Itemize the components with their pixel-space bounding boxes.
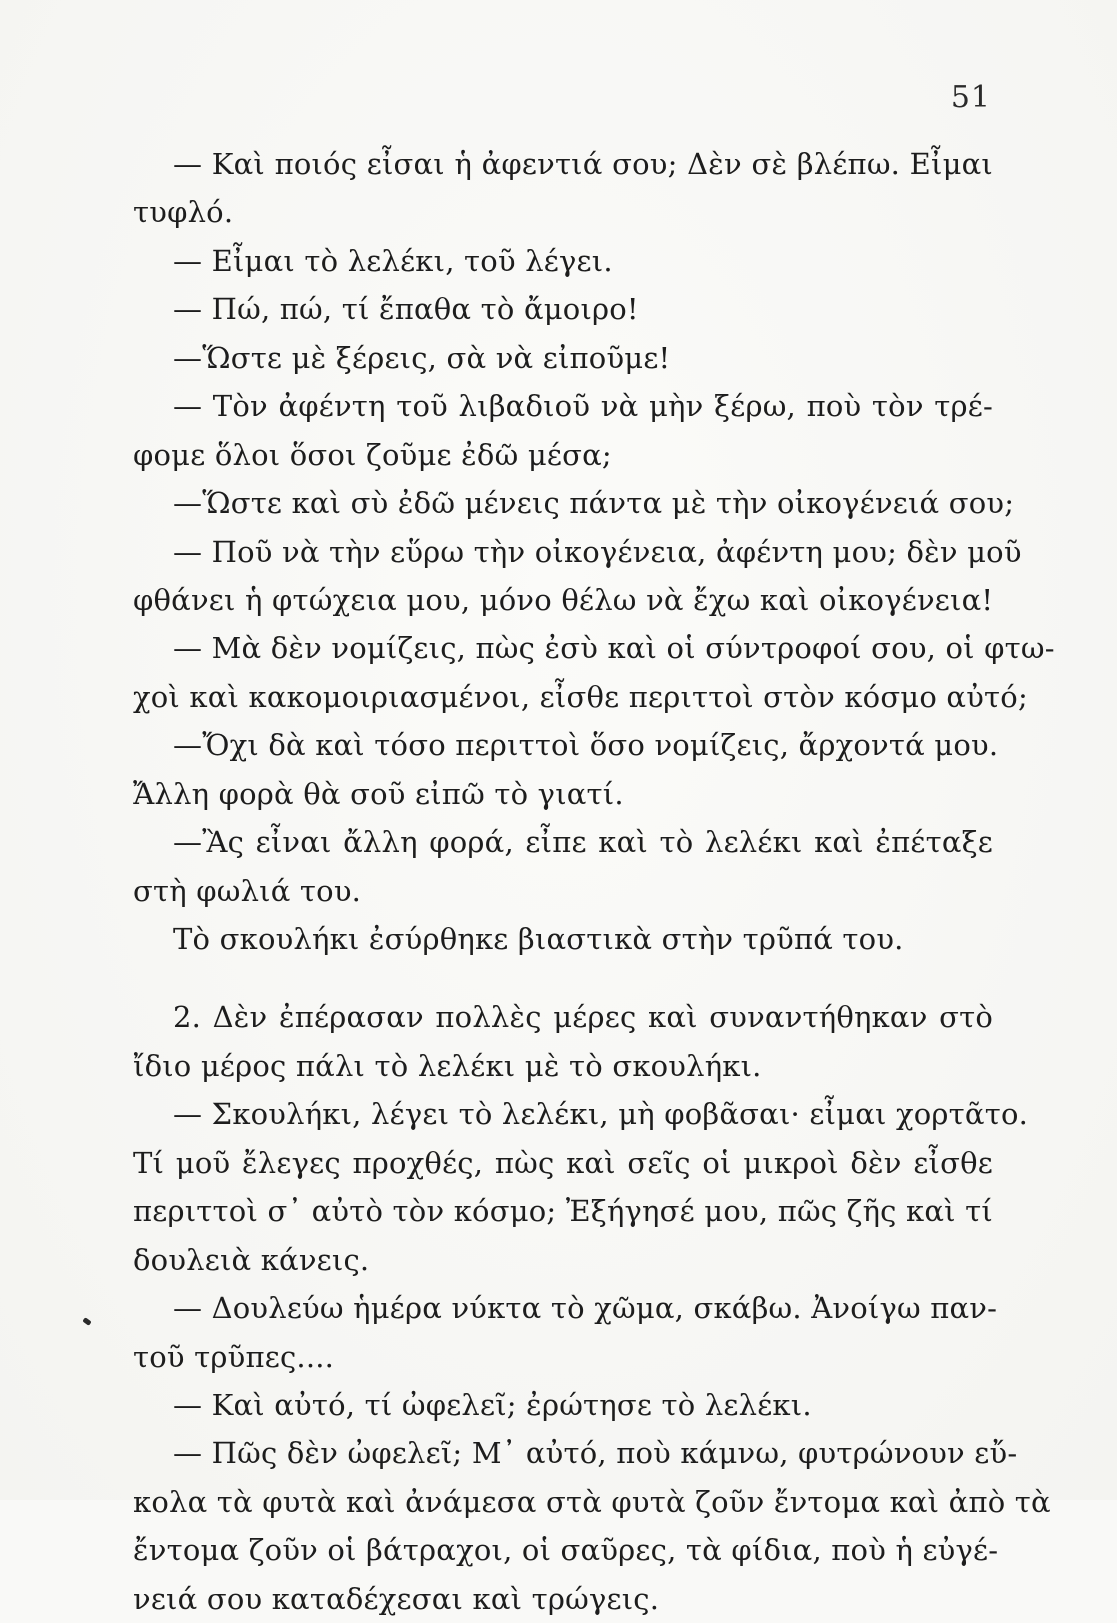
text-line: 2. Δὲν ἐπέρασαν πολλὲς μέρες καὶ συναντήθηκαν στὸ	[173, 1000, 993, 1035]
text-line: κολα τὰ φυτὰ καὶ ἀνάμεσα στὰ φυτὰ ζοῦν ἔντομα καὶ ἀπὸ τὰ	[133, 1484, 1051, 1519]
text-line: νειά σου καταδέχεσαι καὶ τρώγεις.	[133, 1581, 660, 1616]
text-line: τοῦ τρῦπες....	[133, 1339, 335, 1374]
stray-ink-mark	[82, 1317, 91, 1326]
text-line: φθάνει ἡ φτώχεια μου, μόνο θέλω νὰ ἔχω καὶ οἰκογένεια!	[133, 582, 994, 617]
text-line: —Ἂς εἶναι ἄλλη φορά, εἶπε καὶ τὸ λελέκι καὶ ἐπέταξε	[173, 825, 993, 860]
text-line: φομε ὅλοι ὅσοι ζοῦμε ἐδῶ μέσα;	[133, 437, 612, 472]
text-line: Τί μοῦ ἔλεγες προχθές, πὼς καὶ σεῖς οἱ μικροὶ δὲν εἶσθε	[133, 1145, 993, 1180]
text-line: περιττοὶ σ᾽ αὐτὸ τὸν κόσμο; Ἐξήγησέ μου, πῶς ζῆς καὶ τί	[133, 1194, 993, 1229]
body-text	[133, 140, 1055, 1623]
text-line: στὴ φωλιά του.	[133, 873, 362, 908]
text-line: — Πώ, πώ, τί ἔπαθα τὸ ἄμοιρο!	[173, 292, 639, 327]
text-line: τυφλό.	[133, 195, 234, 230]
text-line: —Ὥστε καὶ σὺ ἐδῶ μένεις πάντα μὲ τὴν οἰκογένειά σου;	[173, 486, 1015, 521]
text-line: ἴδιο μέρος πάλι τὸ λελέκι μὲ τὸ σκουλήκι.	[133, 1048, 762, 1083]
text-line: — Σκουλήκι, λέγει τὸ λελέκι, μὴ φοβᾶσαι· εἶμαι χορτᾶτο.	[173, 1097, 1029, 1132]
text-line: — Καὶ ποιός εἶσαι ἡ ἀφεντιά σου; Δὲν σὲ βλέπω. Εἶμαι	[173, 147, 993, 181]
text-line: —Ὥστε μὲ ξέρεις, σὰ νὰ εἰποῦμε!	[173, 340, 671, 375]
text-line: Ἄλλη φορὰ θὰ σοῦ εἰπῶ τὸ γιατί.	[133, 776, 624, 811]
text-line: — Τὸν ἀφέντη τοῦ λιβαδιοῦ νὰ μὴν ξέρω, ποὺ τὸν τρέ-	[173, 389, 993, 424]
page-number: 51	[950, 80, 991, 115]
text-line: — Εἶμαι τὸ λελέκι, τοῦ λέγει.	[173, 243, 613, 278]
text-line: — Καὶ αὐτό, τί ὠφελεῖ; ἐρώτησε τὸ λελέκι.	[173, 1387, 812, 1422]
text-line: — Πῶς δὲν ὠφελεῖ; Μ᾽ αὐτό, ποὺ κάμνω, φυτρώνουν εὔ-	[173, 1436, 1018, 1471]
text-line: — Μὰ δὲν νομίζεις, πὼς ἐσὺ καὶ οἱ σύντροφοί σου, οἱ φτω-	[173, 631, 1055, 666]
text-line: Τὸ σκουλήκι ἐσύρθηκε βιαστικὰ στὴν τρῦπά του.	[173, 922, 904, 956]
text-line: χοὶ καὶ κακομοιριασμένοι, εἶσθε περιττοὶ στὸν κόσμο αὐτό;	[133, 679, 1028, 714]
paragraph-gap	[133, 963, 993, 993]
text-line: — Ποῦ νὰ τὴν εὕρω τὴν οἰκογένεια, ἀφέντη μου; δὲν μοῦ	[173, 534, 1022, 569]
text-line: — Δουλεύω ἡμέρα νύκτα τὸ χῶμα, σκάβω. Ἀνοίγω παν-	[173, 1291, 998, 1326]
text-line: ἔντομα ζοῦν οἱ βάτραχοι, οἱ σαῦρες, τὰ φίδια, ποὺ ἡ εὐγέ-	[133, 1533, 999, 1568]
text-line: δουλειὰ κάνεις.	[133, 1242, 370, 1277]
text-line: —Ὄχι δὰ καὶ τόσο περιττοὶ ὅσο νομίζεις, ἄρχοντά μου.	[173, 728, 999, 763]
